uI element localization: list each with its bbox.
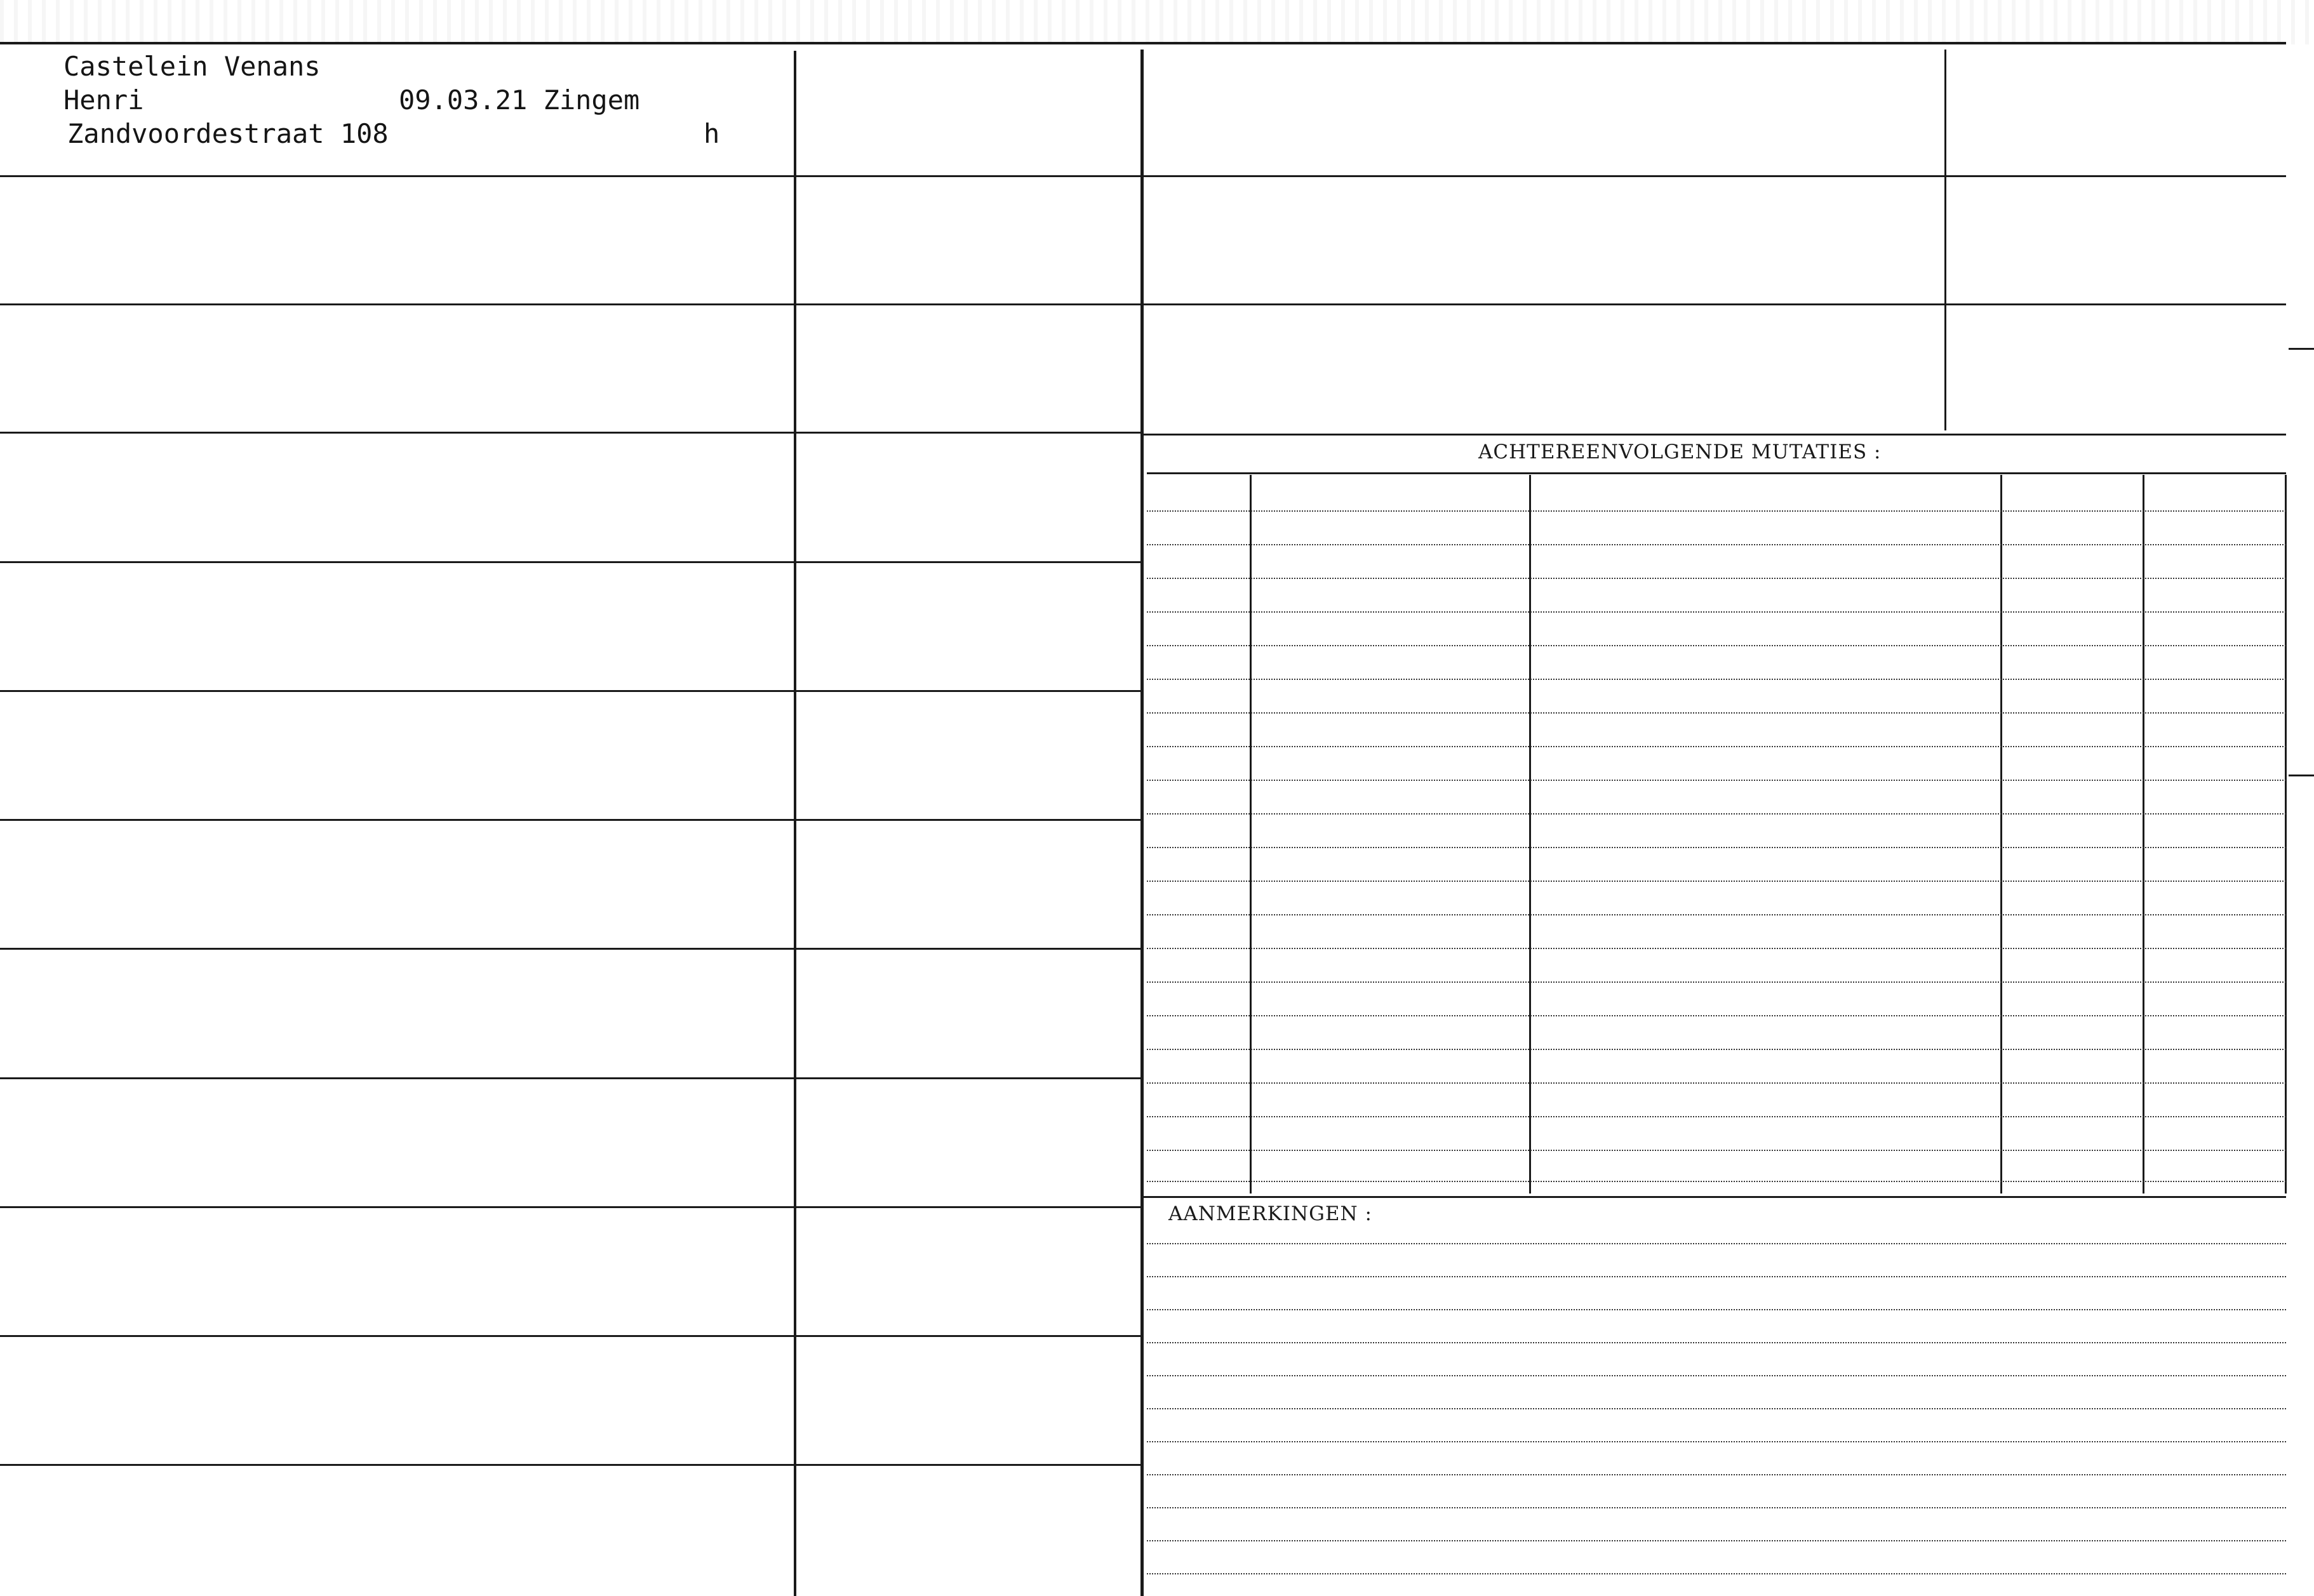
remarks-row-line: [1147, 1474, 2286, 1475]
remarks-row-line: [1147, 1507, 2286, 1508]
mutations-row-line: [1147, 1015, 2286, 1016]
mutations-row-line: [1147, 611, 2286, 613]
mutations-row-line: [1147, 881, 2286, 882]
remarks-row-line: [1147, 1375, 2286, 1376]
mutations-row-line: [1147, 746, 2286, 747]
mutations-heading: ACHTEREENVOLGENDE MUTATIES :: [1478, 441, 1882, 463]
remarks-row-line: [1147, 1540, 2286, 1541]
remarks-row-line: [1147, 1408, 2286, 1409]
remarks-row-line: [1147, 1309, 2286, 1310]
mutations-right-edge: [2285, 475, 2287, 1194]
remarks-heading: AANMERKINGEN :: [1168, 1202, 1372, 1225]
left-row-line: [0, 1077, 1142, 1079]
right-upper-row-line: [1143, 175, 2286, 177]
mutations-row-line: [1147, 948, 2286, 949]
mutations-row-line: [1147, 1049, 2286, 1050]
right-upper-row-line: [1143, 303, 2286, 305]
mutations-row-line: [1147, 780, 2286, 781]
mutations-row-line: [1147, 510, 2286, 512]
left-row-line: [0, 1335, 1142, 1337]
left-row-line: [0, 690, 1142, 692]
birth-date-place-text: 09.03.21 Zingem: [399, 84, 640, 116]
mutations-row-line: [1147, 712, 2286, 714]
mutations-column-line: [1250, 475, 1252, 1194]
mutations-row-line: [1147, 1082, 2286, 1084]
remarks-row-line: [1147, 1276, 2286, 1277]
mutations-header-line: [1147, 472, 2286, 474]
left-column-divider: [794, 51, 796, 1596]
mutations-row-line: [1147, 1150, 2286, 1151]
mutations-column-line: [1529, 475, 1531, 1194]
left-row-line: [0, 432, 1142, 434]
left-row-line: [0, 948, 1142, 950]
remarks-row-line: [1147, 1573, 2286, 1574]
left-row-line: [0, 175, 1142, 177]
top-border: [0, 42, 2286, 44]
remarks-row-line: [1147, 1243, 2286, 1244]
mutations-column-line: [2000, 475, 2002, 1194]
surname-text: Castelein Venans: [64, 51, 321, 82]
mutations-column-line: [2143, 475, 2144, 1194]
marker-text: h: [704, 118, 720, 149]
remarks-row-line: [1147, 1342, 2286, 1343]
mutations-row-line: [1147, 981, 2286, 983]
left-row-line: [0, 819, 1142, 821]
edge-tick: [2289, 775, 2314, 776]
mutations-row-line: [1147, 645, 2286, 646]
center-divider: [1140, 50, 1144, 1596]
mutations-row-line: [1147, 1116, 2286, 1117]
remarks-top-line: [1143, 1196, 2286, 1198]
left-row-line: [0, 303, 1142, 305]
mutations-row-line: [1147, 847, 2286, 848]
mutations-top-line: [1143, 434, 2286, 436]
mutations-row-line: [1147, 544, 2286, 545]
scan-noise-strip: [0, 0, 2314, 44]
mutations-row-line: [1147, 813, 2286, 815]
mutations-row-line: [1147, 1181, 2286, 1182]
mutations-row-line: [1147, 679, 2286, 680]
mutations-row-line: [1147, 578, 2286, 579]
first-name-text: Henri: [64, 84, 144, 116]
left-row-line: [0, 561, 1142, 563]
left-row-line: [0, 1464, 1142, 1466]
left-row-line: [0, 1206, 1142, 1208]
edge-tick: [2289, 348, 2314, 350]
mutations-row-line: [1147, 914, 2286, 915]
right-upper-divider: [1944, 50, 1946, 430]
remarks-row-line: [1147, 1441, 2286, 1442]
address-text: Zandvoordestraat 108: [67, 118, 389, 149]
